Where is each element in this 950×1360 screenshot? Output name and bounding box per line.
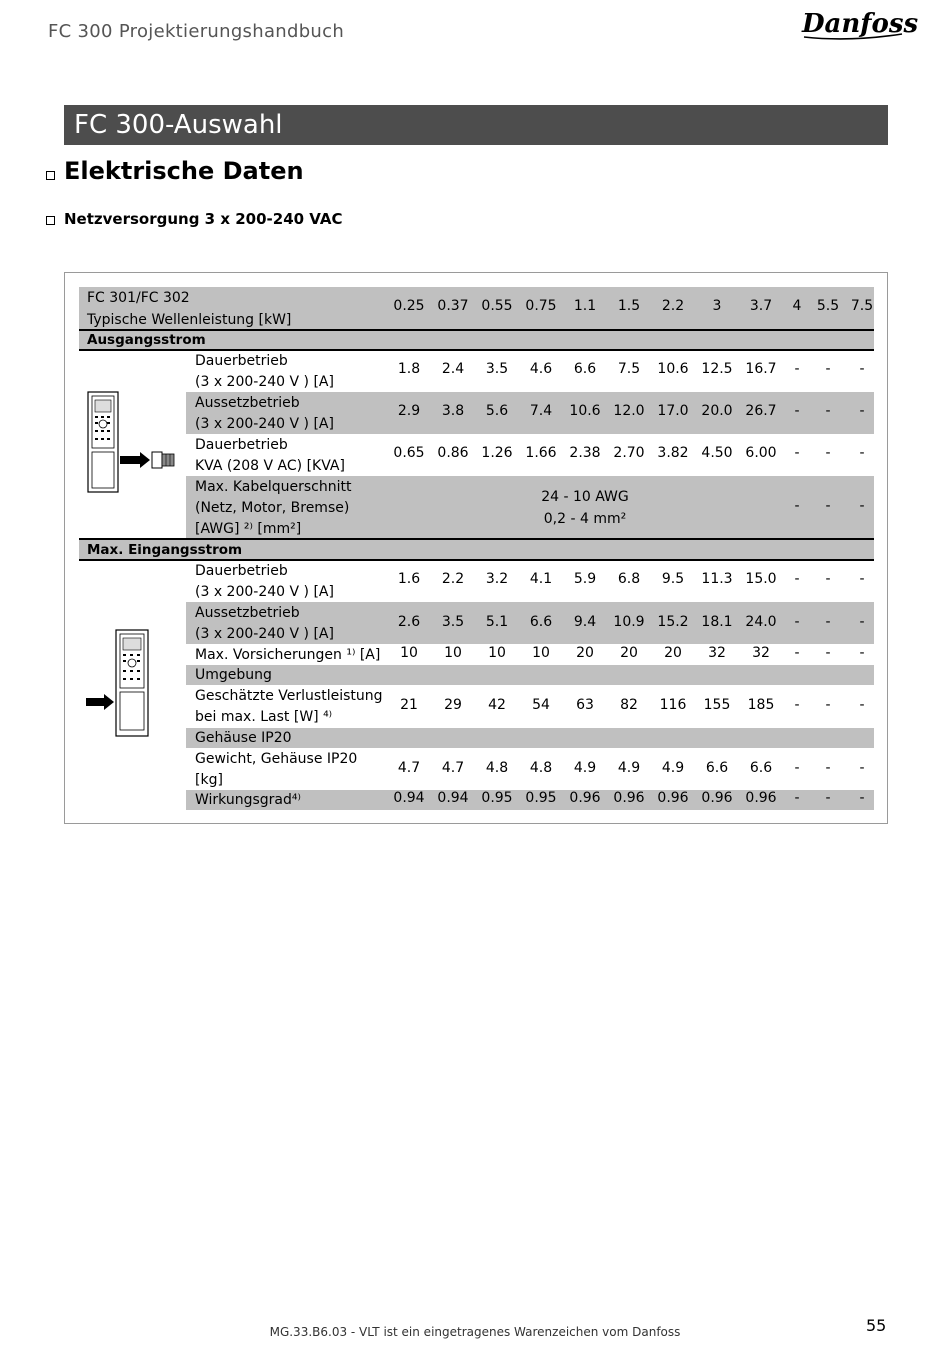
table-cell: 32 <box>708 645 726 661</box>
table-cell: 11.3 <box>701 571 733 587</box>
table-cell: 63 <box>576 697 594 713</box>
row-label: [AWG] ²⁾ [mm²] <box>195 521 302 537</box>
table-cell: 116 <box>659 697 687 713</box>
table-cell: - <box>859 760 865 776</box>
table-cell: 3.5 <box>441 614 465 630</box>
table-cell: - <box>794 697 800 713</box>
table-cell: 5.6 <box>485 403 509 419</box>
input-section-title: Max. Eingangsstrom <box>87 542 243 558</box>
table-cell: 1.1 <box>573 298 597 314</box>
row-label: KVA (208 V AC) [KVA] <box>195 458 345 474</box>
drive-to-motor-icon <box>82 390 178 496</box>
row-label: Gewicht, Gehäuse IP20 <box>195 751 358 767</box>
table-cell: 10.9 <box>613 614 645 630</box>
table-cell: - <box>825 614 831 630</box>
table-cell: 2.6 <box>397 614 421 630</box>
table-cell: 5.9 <box>573 571 597 587</box>
row-label: (Netz, Motor, Bremse) <box>195 500 350 516</box>
row-label: Geschätzte Verlustleistung <box>195 688 383 704</box>
row-label: Wirkungsgrad⁴⁾ <box>195 792 301 808</box>
table-cell: - <box>825 403 831 419</box>
table-cell: - <box>825 445 831 461</box>
row-label: [kg] <box>195 772 223 788</box>
table-cell: - <box>794 361 800 377</box>
table-cell: 6.6 <box>705 760 729 776</box>
subsection-heading: Netzversorgung 3 x 200-240 VAC <box>64 210 343 228</box>
table-cell: 29 <box>444 697 462 713</box>
table-cell: 7.5 <box>850 298 874 314</box>
table-cell: 12.0 <box>613 403 645 419</box>
table-cell: - <box>859 403 865 419</box>
table-cell: 185 <box>747 697 775 713</box>
svg-text:Danfoss: Danfoss <box>802 9 919 39</box>
table-cell: 54 <box>532 697 550 713</box>
row-label: Max. Vorsicherungen ¹⁾ [A] <box>195 647 381 663</box>
table-cell: 3.7 <box>749 298 773 314</box>
table-cell: 20 <box>664 645 682 661</box>
table-cell: - <box>825 571 831 587</box>
page-number: 55 <box>866 1316 887 1335</box>
table-cell: 20 <box>620 645 638 661</box>
table-cell: 20 <box>576 645 594 661</box>
table-cell: 24.0 <box>745 614 777 630</box>
table-cell: 3.82 <box>657 445 689 461</box>
table-cell: 0.86 <box>437 445 469 461</box>
row-label: Umgebung <box>195 667 272 683</box>
table-cell: 0.96 <box>745 790 777 806</box>
table-cell: 6.8 <box>617 571 641 587</box>
table-cell: 0.25 <box>393 298 425 314</box>
table-cell: 0.96 <box>613 790 645 806</box>
table-cell: 0.96 <box>657 790 689 806</box>
table-cell: 4.8 <box>485 760 509 776</box>
row-label: (3 x 200-240 V ) [A] <box>195 584 334 600</box>
table-cell: - <box>794 445 800 461</box>
row-label: Aussetzbetrieb <box>195 395 300 411</box>
table-cell: - <box>859 445 865 461</box>
table-cell: 20.0 <box>701 403 733 419</box>
table-cell: 21 <box>400 697 418 713</box>
table-cell: - <box>859 697 865 713</box>
table-cell: 18.1 <box>701 614 733 630</box>
table-cell: 32 <box>752 645 770 661</box>
table-cell: - <box>825 498 831 514</box>
bullet-square-icon <box>46 171 55 180</box>
table-cell: 0.37 <box>437 298 469 314</box>
row-label: Max. Kabelquerschnitt <box>195 479 352 495</box>
table-cell: 3.8 <box>441 403 465 419</box>
table-cell: 9.5 <box>661 571 685 587</box>
row-label: (3 x 200-240 V ) [A] <box>195 374 334 390</box>
cable-awg-range: 24 - 10 AWG <box>541 489 629 505</box>
table-cell: 4.9 <box>573 760 597 776</box>
bullet-square-icon <box>46 216 55 225</box>
table-cell: 10 <box>444 645 462 661</box>
table-cell: - <box>859 790 865 806</box>
mains-to-drive-icon <box>86 628 156 740</box>
table-cell: - <box>794 790 800 806</box>
table-cell: 4.1 <box>529 571 553 587</box>
table-cell: 0.95 <box>525 790 557 806</box>
table-cell: 0.75 <box>525 298 557 314</box>
table-cell: 5.1 <box>485 614 509 630</box>
row-label: Aussetzbetrieb <box>195 605 300 621</box>
table-cell: - <box>794 645 800 661</box>
table-cell: - <box>859 498 865 514</box>
table-cell: 42 <box>488 697 506 713</box>
table-cell: - <box>825 790 831 806</box>
row-label: Dauerbetrieb <box>195 353 288 369</box>
danfoss-logo <box>800 4 919 44</box>
table-cell: 0.65 <box>393 445 425 461</box>
table-cell: 4.6 <box>529 361 553 377</box>
row-label: Dauerbetrieb <box>195 563 288 579</box>
table-cell: 6.6 <box>573 361 597 377</box>
table-cell: - <box>794 760 800 776</box>
table-cell: 4.7 <box>397 760 421 776</box>
power-label: Typische Wellenleistung [kW] <box>87 312 292 328</box>
table-cell: 15.2 <box>657 614 689 630</box>
table-cell: 0.95 <box>481 790 513 806</box>
table-cell: 3.2 <box>485 571 509 587</box>
table-cell: 7.4 <box>529 403 553 419</box>
table-cell: - <box>794 571 800 587</box>
table-cell: 0.94 <box>393 790 425 806</box>
table-cell: 4.9 <box>661 760 685 776</box>
table-cell: - <box>794 403 800 419</box>
table-cell: 4.50 <box>701 445 733 461</box>
table-cell: 15.0 <box>745 571 777 587</box>
table-cell: 17.0 <box>657 403 689 419</box>
table-cell: 10.6 <box>657 361 689 377</box>
table-cell: 155 <box>703 697 731 713</box>
table-cell: 4 <box>792 298 802 314</box>
table-cell: 2.2 <box>661 298 685 314</box>
table-cell: 82 <box>620 697 638 713</box>
row-label: (3 x 200-240 V ) [A] <box>195 416 334 432</box>
table-cell: 4.7 <box>441 760 465 776</box>
document-header-title: FC 300 Projektierungshandbuch <box>48 21 345 42</box>
table-cell: 4.9 <box>617 760 641 776</box>
table-cell: - <box>794 614 800 630</box>
output-section-title: Ausgangsstrom <box>87 332 206 348</box>
row-label: Dauerbetrieb <box>195 437 288 453</box>
table-cell: 10 <box>532 645 550 661</box>
table-cell: - <box>825 645 831 661</box>
table-cell: 9.4 <box>573 614 597 630</box>
table-cell: 0.94 <box>437 790 469 806</box>
table-cell: 0.55 <box>481 298 513 314</box>
table-cell: 3 <box>712 298 722 314</box>
row-label: Gehäuse IP20 <box>195 730 292 746</box>
table-cell: 0.96 <box>569 790 601 806</box>
table-cell: 6.6 <box>529 614 553 630</box>
table-cell: 10 <box>488 645 506 661</box>
table-cell: 1.5 <box>617 298 641 314</box>
table-cell: - <box>794 498 800 514</box>
table-cell: - <box>859 614 865 630</box>
table-cell: 2.4 <box>441 361 465 377</box>
table-cell: 26.7 <box>745 403 777 419</box>
table-cell: 12.5 <box>701 361 733 377</box>
row-label: bei max. Last [W] ⁴⁾ <box>195 709 333 725</box>
model-label: FC 301/FC 302 <box>87 290 190 306</box>
table-cell: 16.7 <box>745 361 777 377</box>
table-cell: 2.38 <box>569 445 601 461</box>
table-cell: - <box>825 697 831 713</box>
table-cell: 2.9 <box>397 403 421 419</box>
table-cell: 1.26 <box>481 445 513 461</box>
row-label: (3 x 200-240 V ) [A] <box>195 626 334 642</box>
page-footer: MG.33.B6.03 - VLT ist ein eingetragenes Warenzeichen vom Danfoss <box>269 1325 681 1339</box>
section-bar: FC 300-Auswahl <box>64 105 888 145</box>
table-cell: 5.5 <box>816 298 840 314</box>
table-cell: 7.5 <box>617 361 641 377</box>
table-cell: 6.00 <box>745 445 777 461</box>
table-cell: - <box>859 571 865 587</box>
table-cell: 10.6 <box>569 403 601 419</box>
table-cell: - <box>859 361 865 377</box>
table-cell: 2.70 <box>613 445 645 461</box>
table-cell: - <box>825 760 831 776</box>
table-cell: 10 <box>400 645 418 661</box>
table-cell: 0.96 <box>701 790 733 806</box>
table-cell: 6.6 <box>749 760 773 776</box>
section-heading: Elektrische Daten <box>64 157 304 185</box>
table-cell: 4.8 <box>529 760 553 776</box>
table-cell: 2.2 <box>441 571 465 587</box>
table-cell: 1.6 <box>397 571 421 587</box>
table-cell: 1.8 <box>397 361 421 377</box>
table-cell: - <box>859 645 865 661</box>
table-cell: 1.66 <box>525 445 557 461</box>
table-cell: 3.5 <box>485 361 509 377</box>
cable-mm2-range: 0,2 - 4 mm² <box>543 511 627 527</box>
table-cell: - <box>825 361 831 377</box>
